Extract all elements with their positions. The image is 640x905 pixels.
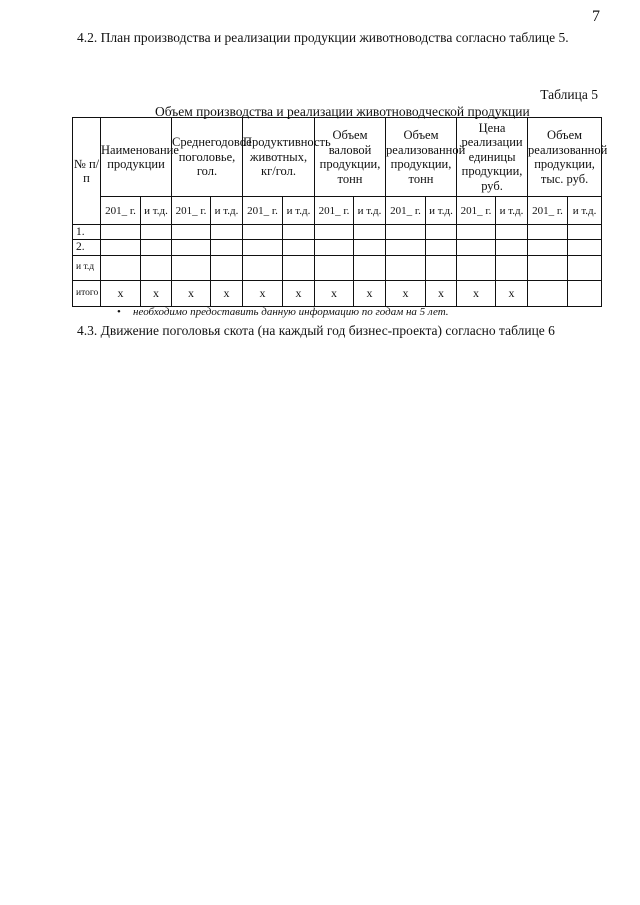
table-cell [101, 256, 141, 281]
table-cell [211, 256, 243, 281]
table-cell [386, 240, 426, 256]
table-cell [568, 240, 602, 256]
header-gross-volume: Объем валовой продукции, тонн [315, 118, 386, 197]
header-sold-volume-rub: Объем реализованной продукции, тыс. руб. [528, 118, 602, 197]
table-cell [426, 225, 457, 240]
table-cell [243, 225, 283, 240]
header-unit-price: Цена реализации единицы продукции, руб. [457, 118, 528, 197]
table-label: Таблица 5 [540, 87, 598, 102]
table-cell [528, 256, 568, 281]
table-row [73, 240, 602, 256]
header-product-name: Наименование продукции [101, 118, 172, 197]
table-cell [496, 240, 528, 256]
table-cell: x [172, 281, 211, 307]
table-cell [354, 240, 386, 256]
row-label: и т.д [73, 256, 101, 281]
footnote-text: необходимо предоставить данную информацию по годам на 5 лет. [133, 306, 449, 318]
year-cell: 201_ г. [386, 197, 426, 225]
table-cell: x [243, 281, 283, 307]
table-cell [243, 256, 283, 281]
table-cell [354, 225, 386, 240]
row-label: 1. [73, 225, 101, 240]
etc-cell: и т.д. [354, 197, 386, 225]
table-cell [101, 240, 141, 256]
etc-cell: и т.д. [141, 197, 172, 225]
table-cell: x [354, 281, 386, 307]
bullet-icon: • [117, 306, 121, 318]
table-cell [283, 240, 315, 256]
table-row-total [73, 281, 602, 307]
table-cell [496, 225, 528, 240]
table-cell [283, 256, 315, 281]
table-cell [172, 225, 211, 240]
footnote [117, 306, 449, 318]
year-cell: 201_ г. [101, 197, 141, 225]
table-cell [568, 225, 602, 240]
table-cell [496, 256, 528, 281]
table-cell: x [101, 281, 141, 307]
table-cell: x [386, 281, 426, 307]
table-cell [457, 225, 496, 240]
year-cell: 201_ г. [315, 197, 354, 225]
header-row-number: № п/п [73, 118, 101, 225]
table-cell [172, 256, 211, 281]
table-cell [141, 256, 172, 281]
year-cell: 201_ г. [457, 197, 496, 225]
table-cell: x [211, 281, 243, 307]
page-number: 7 [592, 8, 600, 25]
year-cell: 201_ г. [243, 197, 283, 225]
table-cell [283, 225, 315, 240]
table-row [73, 225, 602, 240]
table-cell [426, 240, 457, 256]
table-cell [568, 281, 602, 307]
table-cell [568, 256, 602, 281]
table-cell: x [283, 281, 315, 307]
table-cell: x [457, 281, 496, 307]
table-cell [243, 240, 283, 256]
table-cell [141, 240, 172, 256]
table-cell [528, 225, 568, 240]
table-cell [457, 240, 496, 256]
table-cell: x [141, 281, 172, 307]
table-cell [211, 240, 243, 256]
section-heading-4-3: 4.3. Движение поголовья скота (на каждый год бизнес-проекта) согласно таблице 6 [77, 323, 555, 338]
table-cell [528, 240, 568, 256]
production-table [72, 117, 608, 307]
table-cell [211, 225, 243, 240]
section-heading-4-2: 4.2. План производства и реализации продукции животноводства согласно таблице 5. [77, 30, 569, 45]
table-cell [101, 225, 141, 240]
table-cell [457, 256, 496, 281]
year-cell: 201_ г. [528, 197, 568, 225]
table-cell [528, 281, 568, 307]
table-cell [172, 240, 211, 256]
etc-cell: и т.д. [568, 197, 602, 225]
table-cell: x [496, 281, 528, 307]
header-productivity: Продуктивность животных, кг/гол. [243, 118, 315, 197]
table-cell [426, 256, 457, 281]
header-sold-volume-tons: Объем реализованной продукции, тонн [386, 118, 457, 197]
table-row [73, 256, 602, 281]
etc-cell: и т.д. [211, 197, 243, 225]
table-cell [315, 225, 354, 240]
table-cell [141, 225, 172, 240]
table-cell [315, 256, 354, 281]
row-label: 2. [73, 240, 101, 256]
table-cell: x [426, 281, 457, 307]
etc-cell: и т.д. [283, 197, 315, 225]
table-caption: Объем производства и реализации животноводческой продукции [155, 104, 530, 119]
header-average-livestock: Среднегодовое поголовье, гол. [172, 118, 243, 197]
etc-cell: и т.д. [496, 197, 528, 225]
table-cell [386, 225, 426, 240]
table-cell [354, 256, 386, 281]
table-cell [386, 256, 426, 281]
row-label: итого [73, 281, 101, 307]
etc-cell: и т.д. [426, 197, 457, 225]
year-cell: 201_ г. [172, 197, 211, 225]
table-cell: x [315, 281, 354, 307]
table-cell [315, 240, 354, 256]
